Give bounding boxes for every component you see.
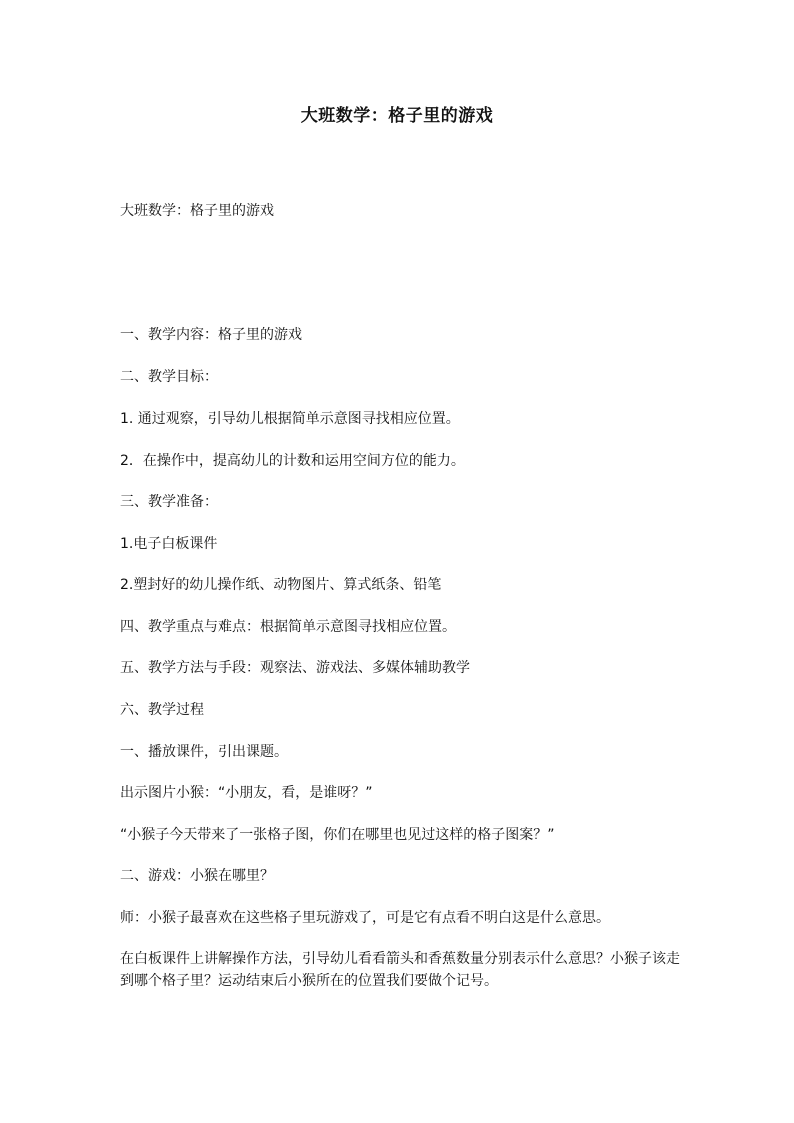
- document-subtitle: 大班数学：格子里的游戏: [120, 203, 274, 219]
- text-line: 三、教学准备：: [120, 494, 218, 510]
- text-line: 二、游戏：小猴在哪里？: [120, 868, 274, 884]
- text-line: 2.塑封好的幼儿操作纸、动物图片、算式纸条、铅笔: [120, 577, 442, 593]
- text-paragraph: 在白板课件上讲解操作方法，引导幼儿看看箭头和香蕉数量分别表示什么意思？小猴子该走到哪个格子里？运动结束后小猴所在的位置我们要做个记号。: [120, 951, 680, 989]
- text-line: 一、播放课件，引出课题。: [120, 744, 288, 760]
- text-line: 五、教学方法与手段：观察法、游戏法、多媒体辅助教学: [120, 660, 470, 676]
- text-line: 1. 通过观察，引导幼儿根据简单示意图寻找相应位置。: [120, 411, 460, 427]
- text-line: 出示图片小猴：“小朋友，看，是谁呀？”: [120, 785, 373, 801]
- text-line: 六、教学过程: [120, 702, 204, 718]
- text-line: 1.电子白板课件: [120, 536, 218, 552]
- document-title: 大班数学：格子里的游戏: [300, 106, 494, 126]
- text-line: “小猴子今天带来了一张格子图，你们在哪里也见过这样的格子图案？”: [120, 827, 555, 843]
- text-line: 二、教学目标：: [120, 369, 218, 385]
- text-line: 一、教学内容：格子里的游戏: [120, 327, 302, 343]
- text-line: 2．在操作中，提高幼儿的计数和运用空间方位的能力。: [120, 453, 465, 469]
- text-line: 师：小猴子最喜欢在这些格子里玩游戏了，可是它有点看不明白这是什么意思。: [120, 910, 610, 926]
- text-line: 四、教学重点与难点：根据简单示意图寻找相应位置。: [120, 619, 456, 635]
